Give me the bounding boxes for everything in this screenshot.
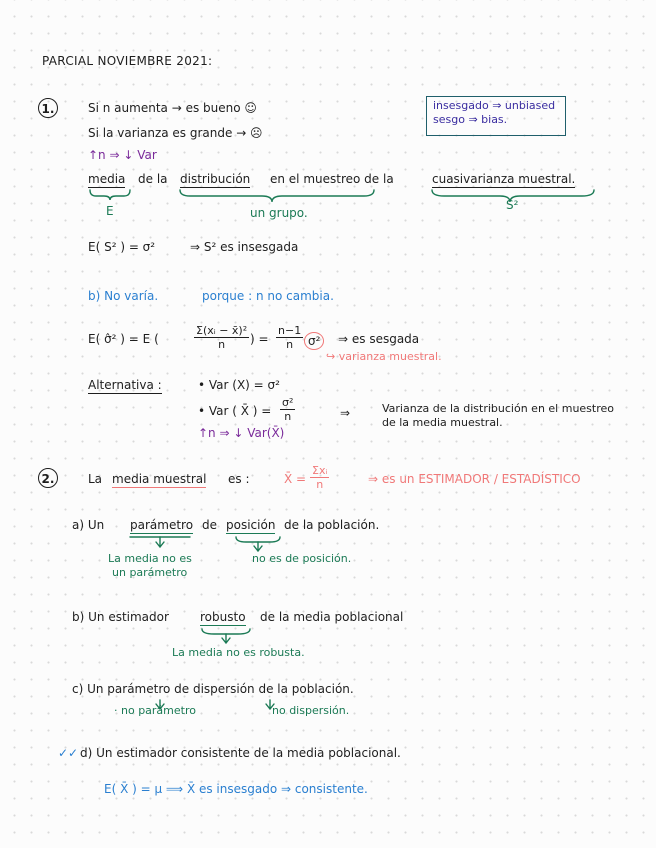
xbar-lhs: X̄ =: [284, 472, 307, 486]
var-xbar-fraction: $\frac{\text{σ²}}{n}$: [282, 396, 294, 423]
varianza-muestral-note: ↪ varianza muestral.: [326, 350, 442, 363]
var-note-1: Varianza de la distribución en el muestreo: [382, 402, 615, 415]
option-a-rest: de la población.: [284, 518, 380, 532]
estimador-note: ⇒ es un ESTIMADOR / ESTADÍSTICO: [368, 472, 581, 486]
cuasivarianza-word: cuasivarianza muestral.: [432, 172, 576, 186]
option-d-note: E( X̄ ) = μ ⟹ X̄ es insesgado ⇒ consistente.: [104, 782, 368, 796]
option-a-parametro: parámetro: [130, 518, 194, 532]
var-note-2: de la media muestral.: [382, 416, 503, 429]
alternativa-label: Alternativa :: [88, 378, 162, 392]
option-c-note-1: · no parámetro: [114, 704, 196, 717]
option-d-label: d) Un estimador consistente de la media poblacional.: [80, 746, 401, 760]
brace-distribucion: [180, 190, 374, 202]
option-b-rest: de la media poblacional: [260, 610, 404, 624]
option-a-note-3: no es de posición.: [252, 552, 352, 565]
b-reason: porque : n no cambia.: [202, 289, 334, 303]
option-d-check-icon: ✓✓: [58, 746, 79, 760]
glossary-box: [426, 96, 566, 136]
brace-media: [90, 190, 130, 200]
q1-line-3: ↑n ⇒ ↓ Var: [88, 148, 157, 162]
sigma-circled: σ²: [304, 332, 324, 350]
option-a-note-2: un parámetro: [112, 566, 188, 579]
de-la-word: de la: [138, 172, 168, 186]
esigma-result: ⇒ es sesgada: [338, 332, 420, 346]
question-1-number: 1.: [38, 98, 58, 118]
option-b-robusto: robusto: [200, 610, 246, 624]
e-label: E: [106, 204, 114, 218]
esigma-fraction: $\frac{\text{Σ(xᵢ − x̄)²}}{n}$: [196, 324, 248, 351]
page-title: PARCIAL NOVIEMBRE 2021:: [42, 54, 213, 68]
option-a-posicion: posición: [226, 518, 276, 532]
var-x: • Var (X) = σ²: [198, 378, 280, 392]
option-a-de: de: [202, 518, 217, 532]
glossary-line-2: sesgo ⇒ bias.: [433, 113, 508, 126]
option-a-label: a) Un: [72, 518, 105, 532]
option-a-note-1: La media no es: [108, 552, 192, 565]
question-2-number: 2.: [38, 468, 58, 488]
var-xbar-lhs: • Var ( X̄ ) =: [198, 404, 272, 418]
option-b-label: b) Un estimador: [72, 610, 169, 624]
b-answer: b) No varía.: [88, 289, 159, 303]
distribucion-word: distribución: [180, 172, 251, 186]
q2-intro: La: [88, 472, 103, 486]
muestreo-phrase: en el muestreo de la: [270, 172, 394, 186]
option-c-label: c) Un parámetro de dispersión de la población.: [72, 682, 354, 696]
var-xbar-purple: ↑n ⇒ ↓ Var(X̄): [198, 426, 285, 440]
es2-equation: E( S² ) = σ²: [88, 240, 156, 254]
arrow-b: [222, 634, 230, 643]
media-muestral-word: media muestral: [112, 472, 207, 486]
var-arrow: ⇒: [340, 406, 351, 420]
arrow-a-2: [254, 542, 262, 551]
xbar-fraction: Σxᵢ n: [312, 464, 328, 491]
arrow-a-1: [156, 537, 164, 547]
grupo-label: un grupo.: [250, 206, 308, 220]
q1-line-1: Si n aumenta → es bueno ☺: [88, 101, 257, 115]
s2-label: S²: [506, 198, 519, 212]
brace-a-posicion: [236, 537, 280, 542]
media-word: media: [88, 172, 126, 186]
option-c-note-2: no dispersión.: [272, 704, 350, 717]
esigma-close: ) =: [250, 332, 269, 346]
glossary-line-1: insesgado ⇒ unbiased: [433, 99, 556, 112]
esigma-lhs: E( σ̂² ) = E (: [88, 332, 159, 346]
option-b-note: La media no es robusta.: [172, 646, 305, 659]
q2-es: es :: [228, 472, 250, 486]
q1-line-2: Si la varianza es grande → ☹: [88, 126, 263, 140]
es2-result: ⇒ S² es insesgada: [190, 240, 299, 254]
brace-b-robusto: [202, 629, 250, 634]
nminus1-fraction: $\frac{n-1}{n}$: [278, 324, 302, 351]
